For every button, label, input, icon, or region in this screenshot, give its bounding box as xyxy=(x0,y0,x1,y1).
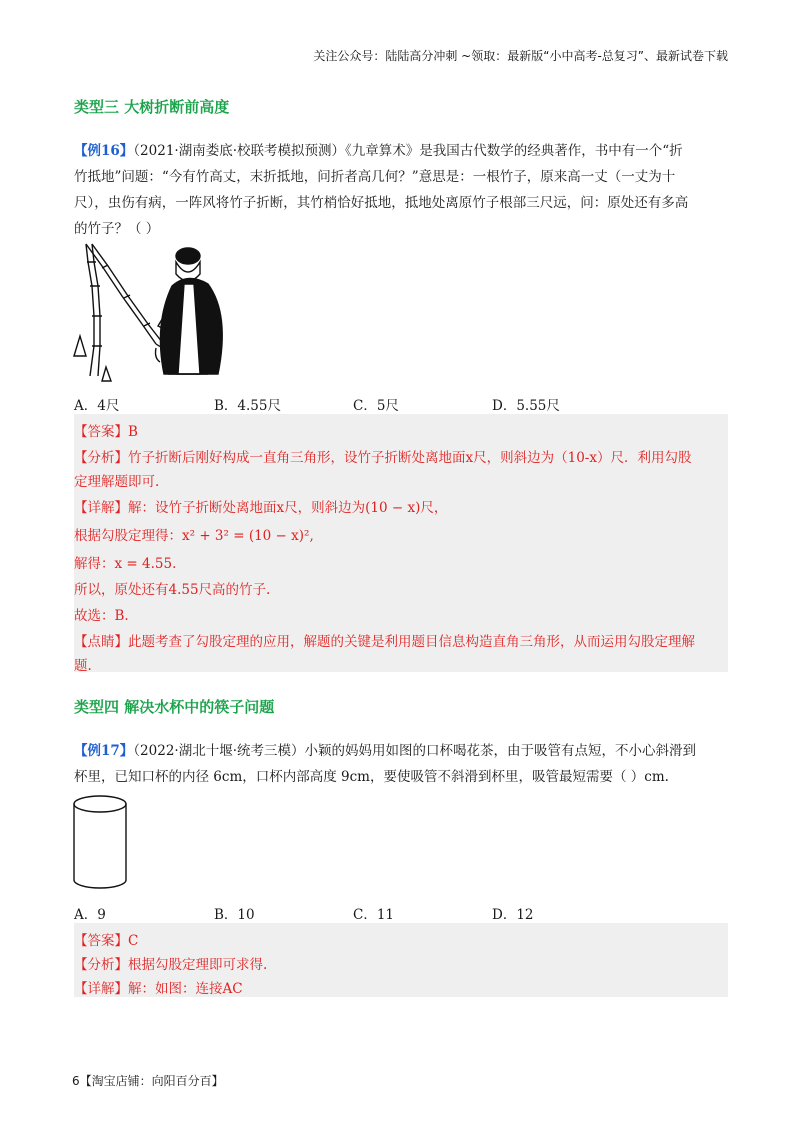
detail-line-2: 根据勾股定理得：x² + 3² = (10 − x)², xyxy=(74,528,314,544)
question-line: 【例16】（2021·湖南娄底·校联考模拟预测）《九章算术》是我国古代数学的经典著作，书中有一个“折 xyxy=(74,143,683,159)
question-line: 杯里，已知口杯的内径 6cm，口杯内部高度 9cm，要使吸管不斜滑到杯里，吸管最短需要（ ）cm. xyxy=(74,769,669,785)
detail-line-3: 解得：x = 4.55. xyxy=(74,556,177,572)
option-c: C．5尺 xyxy=(353,398,399,414)
question-line: 【例17】（2022·湖北十堰·统考三模）小颖的妈妈用如图的口杯喝花茶，由于吸管有点短，不小心斜滑到 xyxy=(74,743,696,759)
detail-line: 【详解】解：如图：连接AC xyxy=(74,981,243,997)
option-b: B．10 xyxy=(214,907,255,923)
section-title-type4: 类型四 解决水杯中的筷子问题 xyxy=(74,698,275,716)
option-a: A．4尺 xyxy=(74,398,120,414)
answer-line: 【答案】C xyxy=(74,933,139,949)
answer-line: 【答案】B xyxy=(74,424,138,440)
page-header: 关注公众号：陆陆高分冲刺 ~领取：最新版“小中高考-总复习”、最新试卷下载 xyxy=(313,49,728,63)
example-17-question xyxy=(74,738,728,790)
solution-box-16 xyxy=(74,414,728,672)
comment-line: 【点睛】此题考查了勾股定理的应用，解题的关键是利用题目信息构造直角三角形，从而运用勾股定理解 xyxy=(74,634,695,650)
analysis-line-2: 定理解题即可. xyxy=(74,474,160,490)
solution-box-17 xyxy=(74,923,728,997)
example-label: 【例17】 xyxy=(74,743,134,759)
bamboo-scholar-illustration xyxy=(72,236,242,382)
detail-line-5: 故选：B. xyxy=(74,608,129,624)
option-d: D．5.55尺 xyxy=(492,398,560,414)
example-label: 【例16】 xyxy=(74,143,134,159)
option-c: C．11 xyxy=(353,907,395,923)
analysis-line: 【分析】根据勾股定理即可求得. xyxy=(74,957,268,973)
question-line: 尺），虫伤有病，一阵风将竹子折断，其竹梢恰好抵地，抵地处离原竹子根部三尺远，问：原处还有多高 xyxy=(74,195,689,211)
detail-line-4: 所以，原处还有4.55尺高的竹子. xyxy=(74,582,271,598)
detail-line: 【详解】解：设竹子折断处离地面x尺，则斜边为(10 − x)尺， xyxy=(74,500,448,516)
question-line: 竹抵地”问题：“今有竹高丈，末折抵地，问折者高几何？”意思是：一根竹子，原来高一丈（一丈为十 xyxy=(74,169,676,185)
section-title-type3: 类型三 大树折断前高度 xyxy=(74,98,230,116)
option-d: D．12 xyxy=(492,907,534,923)
page-footer: 6【淘宝店铺：向阳百分百】 xyxy=(72,1074,224,1088)
example-16-question xyxy=(74,138,728,242)
cylinder-cup-illustration xyxy=(72,794,130,894)
option-a: A．9 xyxy=(74,907,106,923)
comment-line-2: 题. xyxy=(74,658,92,674)
analysis-line: 【分析】竹子折断后刚好构成一直角三角形，设竹子折断处离地面x尺，则斜边为（10-x）尺．利用勾股 xyxy=(74,450,692,466)
option-b: B．4.55尺 xyxy=(214,398,281,414)
question-line: 的竹子？（ ） xyxy=(74,221,160,237)
